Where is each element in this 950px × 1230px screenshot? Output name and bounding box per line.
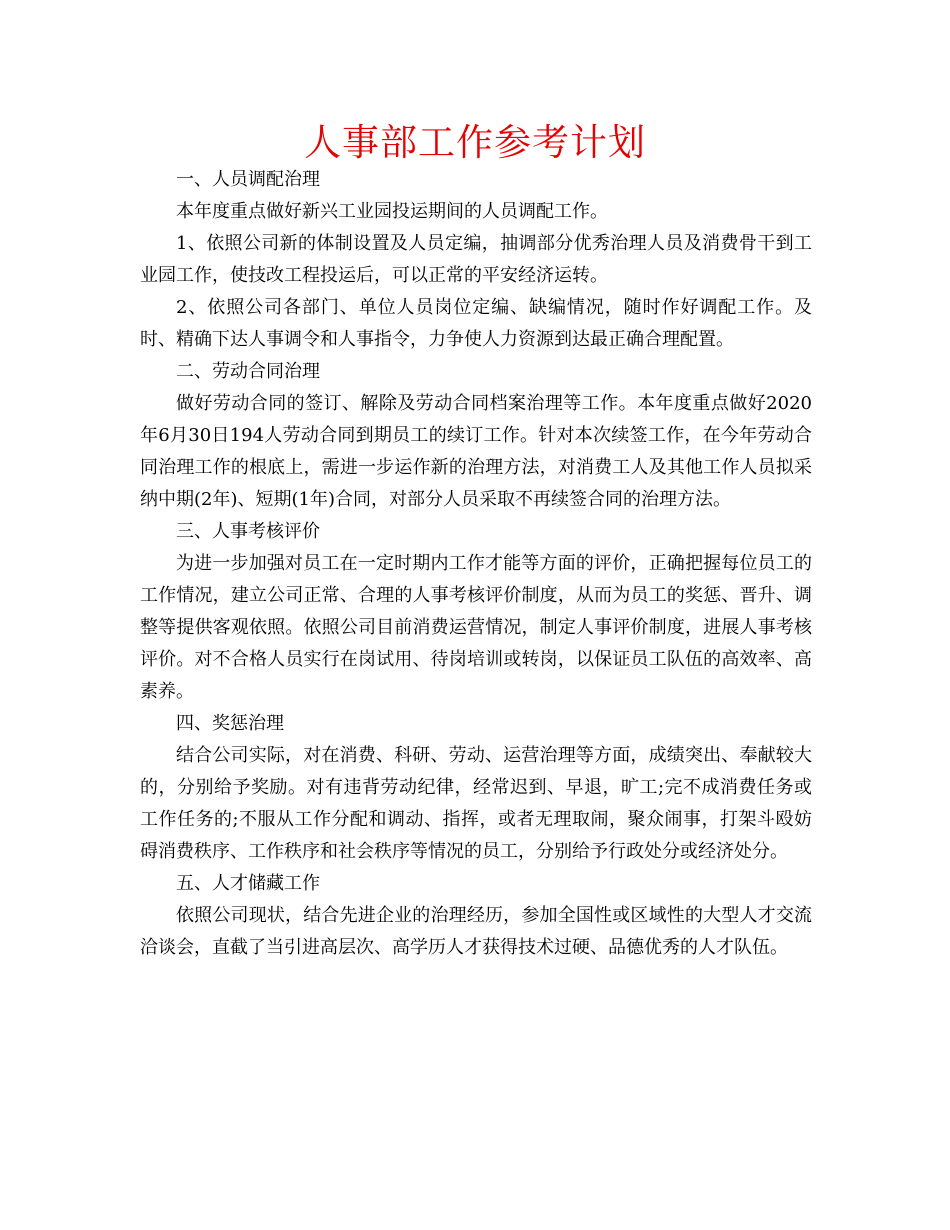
- section-heading: 五、人才储藏工作: [176, 873, 320, 894]
- paragraph: 依照公司现状，结合先进企业的治理经历，参加全国性或区域性的大型人才交流洽谈会，直截了当引进高层次、高学历人才获得技术过硬、品德优秀的人才队伍。: [140, 905, 812, 958]
- paragraph: 结合公司实际，对在消费、科研、劳动、运营治理等方面，成绩突出、奉献较大的，分别给予奖励。对有违背劳动纪律，经常迟到、早退，旷工;完不成消费任务或工作任务的;不服从工作分配和调动、指挥，或者无理取闹，聚众闹事，打架斗殴妨碍消费秩序、工作秩序和社会秩序等情况的员工，分别给予行政处分或经济处分。: [140, 745, 812, 862]
- paragraph: 1、依照公司新的体制设置及人员定编，抽调部分优秀治理人员及消费骨干到工业园工作，使技改工程投运后，可以正常的平安经济运转。: [140, 233, 812, 286]
- section-heading: 三、人事考核评价: [176, 521, 320, 542]
- section-heading: 二、劳动合同治理: [176, 361, 320, 382]
- paragraph: 为进一步加强对员工在一定时期内工作才能等方面的评价，正确把握每位员工的工作情况，建立公司正常、合理的人事考核评价制度，从而为员工的奖惩、晋升、调整等提供客观依照。依照公司目前消费运营情况，制定人事评价制度，进展人事考核评价。对不合格人员实行在岗试用、待岗培训或转岗，以保证员工队伍的高效率、高素养。: [140, 553, 812, 702]
- paragraph: 做好劳动合同的签订、解除及劳动合同档案治理等工作。本年度重点做好2020年6月30日194人劳动合同到期员工的续订工作。针对本次续签工作，在今年劳动合同治理工作的根底上，需进一步运作新的治理方法，对消费工人及其他工作人员拟采纳中期(2年)、短期(1年)合同，对部分人员采取不再续签合同的治理方法。: [140, 393, 812, 510]
- section-heading: 四、奖惩治理: [176, 713, 284, 734]
- section-labor-contract: [140, 356, 812, 516]
- section-staff-allocation: [140, 164, 812, 356]
- section-talent-reserve: [140, 868, 812, 964]
- section-heading: 一、人员调配治理: [176, 169, 320, 190]
- paragraph: 2、依照公司各部门、单位人员岗位定编、缺编情况，随时作好调配工作。及时、精确下达人事调令和人事指令，力争使人力资源到达最正确合理配置。: [140, 297, 812, 350]
- section-performance-review: [140, 516, 812, 708]
- document-body: [140, 164, 812, 964]
- document-title: 人事部工作参考计划: [304, 121, 646, 164]
- section-rewards-penalties: [140, 708, 812, 868]
- paragraph: 本年度重点做好新兴工业园投运期间的人员调配工作。: [176, 201, 608, 222]
